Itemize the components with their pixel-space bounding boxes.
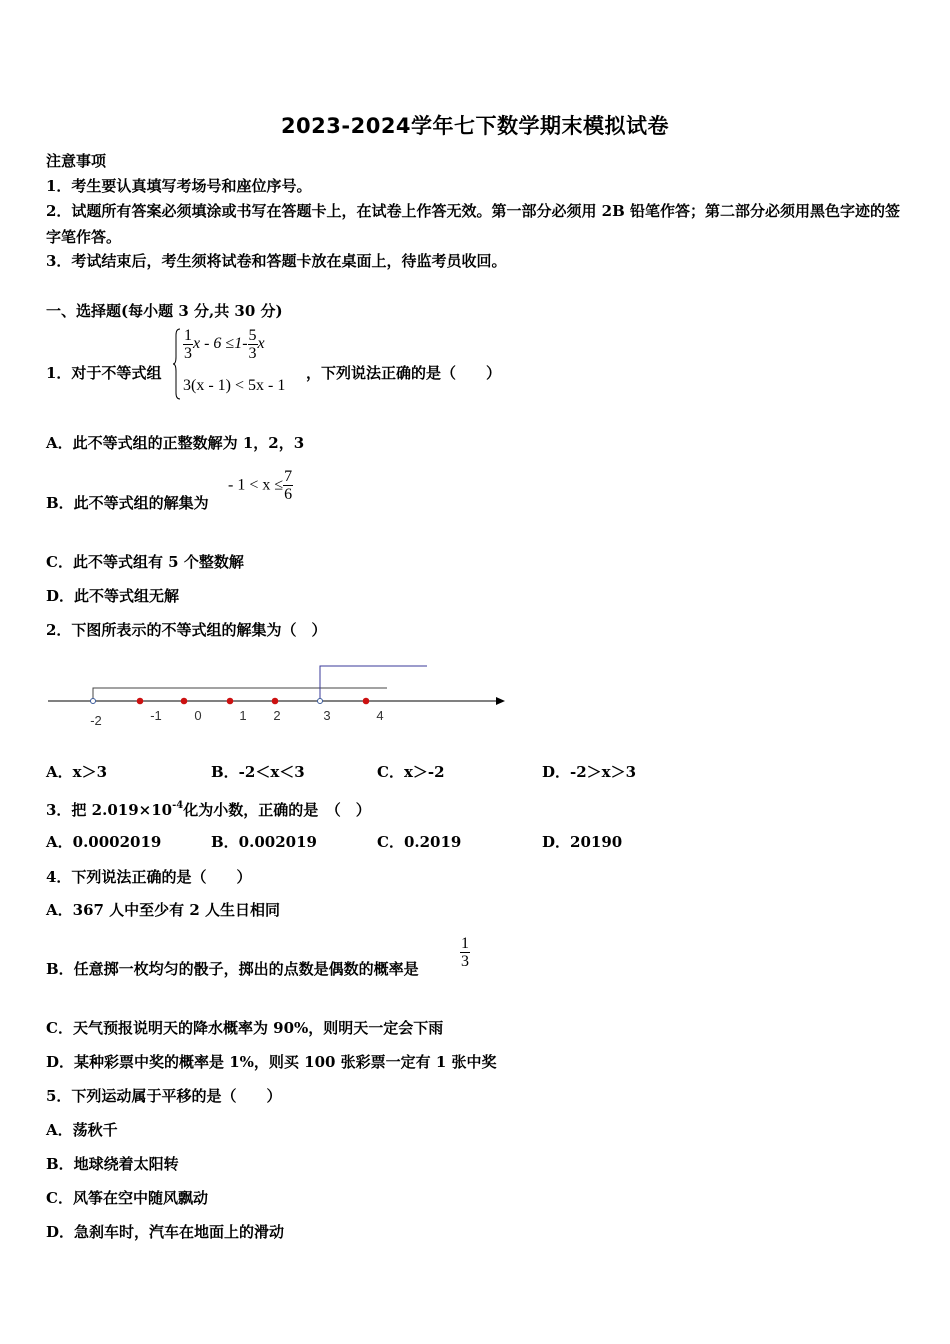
q2-option-c: C．x＞-2 bbox=[377, 763, 445, 781]
q3-option-c: C．0.2019 bbox=[377, 833, 462, 851]
number-line-point bbox=[137, 698, 143, 704]
q3-stem bbox=[46, 793, 371, 823]
q3-stem-a: 3．把 2.019×10 bbox=[46, 801, 173, 819]
q4-option-c: C．天气预报说明天的降水概率为 90%，则明天一定会下雨 bbox=[46, 1019, 444, 1037]
q2-option-b: B．-2＜x＜3 bbox=[211, 763, 305, 781]
number-line-point bbox=[91, 699, 96, 704]
notice-item-2: 2．试题所有答案必须填涂或书写在答题卡上，在试卷上作答无效。第一部分必须用 2B 铅笔作答；第二部分必须用黑色字迹的签字笔作答。 bbox=[46, 202, 901, 246]
q2-option-a: A．x＞3 bbox=[46, 763, 108, 781]
q5-option-b: B．地球绕着太阳转 bbox=[46, 1155, 179, 1173]
q3-stem-exponent: -4 bbox=[172, 800, 184, 811]
q1-option-b-den: 6 bbox=[284, 486, 293, 503]
q4-option-b-fraction bbox=[460, 935, 470, 970]
q1-line-1 bbox=[183, 327, 265, 362]
number-line-figure bbox=[0, 655, 520, 735]
q3-stem-b: 化为小数，正确的是 （ ） bbox=[183, 801, 371, 819]
q1-option-d: D．此不等式组无解 bbox=[46, 587, 180, 605]
section-heading: 一、选择题(每小题 3 分,共 30 分) bbox=[46, 302, 283, 320]
number-line-tick-label: 2 bbox=[273, 708, 281, 723]
q1-option-b-label: B．此不等式组的解集为 bbox=[46, 494, 209, 512]
q3-option-b: B．0.002019 bbox=[211, 833, 317, 851]
q5-stem: 5．下列运动属于平移的是（ ） bbox=[46, 1087, 282, 1105]
q1-frac-1-num: 1 bbox=[184, 327, 192, 344]
number-line-tick-label: -2 bbox=[90, 713, 102, 728]
q3-option-d: D．20190 bbox=[542, 833, 623, 851]
q3-option-a: A．0.0002019 bbox=[46, 833, 162, 851]
q1-option-a: A．此不等式组的正整数解为 1，2，3 bbox=[46, 434, 305, 452]
q1-frac-1-den: 3 bbox=[184, 345, 192, 362]
number-line-tick-label: 4 bbox=[376, 708, 384, 723]
q5-option-d: D．急刹车时，汽车在地面上的滑动 bbox=[46, 1223, 285, 1241]
axis-arrow-icon bbox=[496, 697, 505, 705]
q2-stem: 2．下图所表示的不等式组的解集为（ ） bbox=[46, 621, 327, 639]
number-line-tick-label: -1 bbox=[150, 708, 162, 723]
ray-from-minus-2 bbox=[93, 688, 387, 701]
q4-option-a: A．367 人中至少有 2 人生日相同 bbox=[46, 901, 281, 919]
q4-stem: 4．下列说法正确的是（ ） bbox=[46, 868, 252, 886]
left-brace-icon bbox=[172, 327, 182, 401]
q1-line-2: 3(x - 1) < 5x - 1 bbox=[183, 377, 286, 394]
notice-heading: 注意事项 bbox=[46, 152, 107, 170]
q5-option-a: A．荡秋千 bbox=[46, 1121, 118, 1139]
page-title: 2023-2024学年七下数学期末模拟试卷 bbox=[280, 114, 670, 138]
notice-item-1: 1．考生要认真填写考场号和座位序号。 bbox=[46, 177, 312, 195]
q1-suffix: ，下列说法正确的是（ ） bbox=[306, 364, 502, 382]
q1-frac-2-num: 5 bbox=[248, 327, 257, 344]
number-line-point bbox=[227, 698, 233, 704]
number-line-tick-label: 3 bbox=[323, 708, 331, 723]
q5-option-c: C．风筝在空中随风飘动 bbox=[46, 1189, 208, 1207]
number-line-tick-label: 1 bbox=[239, 708, 247, 723]
ray-from-3 bbox=[320, 666, 427, 701]
q1-prefix: 1．对于不等式组 bbox=[46, 364, 162, 382]
q1-inequality-system bbox=[172, 327, 306, 401]
q4-option-b-label: B．任意掷一枚均匀的骰子，掷出的点数是偶数的概率是 bbox=[46, 960, 419, 978]
number-line-point bbox=[181, 698, 187, 704]
q1-option-b-math bbox=[228, 468, 293, 503]
number-line-point bbox=[318, 699, 323, 704]
q1-option-b-num: 7 bbox=[284, 468, 293, 485]
q4-option-d: D．某种彩票中奖的概率是 1%，则买 100 张彩票一定有 1 张中奖 bbox=[46, 1053, 497, 1071]
q4-option-b-num: 1 bbox=[461, 935, 469, 952]
q1-line-1-mid: x - 6 ≤1- bbox=[193, 335, 248, 353]
q4-option-b-den: 3 bbox=[461, 953, 469, 970]
number-line-tick-label: 0 bbox=[194, 708, 202, 723]
number-line-point bbox=[363, 698, 369, 704]
q1-option-c: C．此不等式组有 5 个整数解 bbox=[46, 553, 244, 571]
number-line-point bbox=[272, 698, 278, 704]
q1-option-b-expression: - 1 < x ≤ bbox=[228, 476, 284, 494]
q2-option-d: D．-2＞x＞3 bbox=[542, 763, 637, 781]
q1-frac-2-den: 3 bbox=[248, 345, 257, 362]
notice-item-3: 3．考试结束后，考生须将试卷和答题卡放在桌面上，待监考员收回。 bbox=[46, 252, 507, 270]
q1-line-1-end: x bbox=[257, 335, 265, 353]
